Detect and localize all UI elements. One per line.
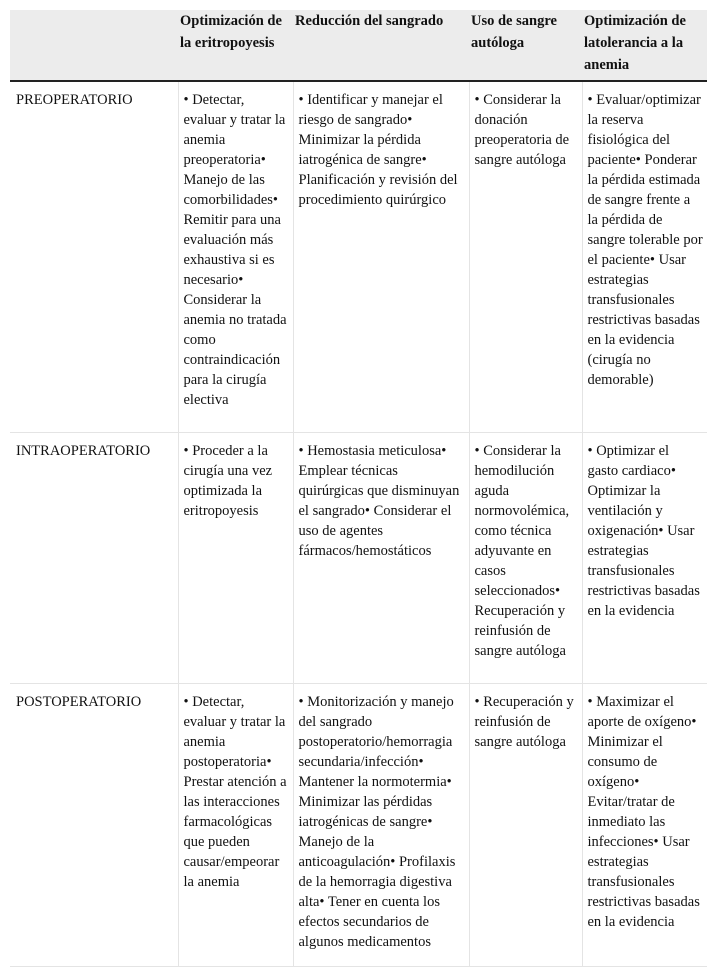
- table-cell: • Considerar la hemodilución aguda normovolémica, como técnica adyuvante en casos seleccionados• Recuperación y reinfusión de sangre autóloga: [469, 433, 582, 684]
- table-cell: • Identificar y manejar el riesgo de sangrado• Minimizar la pérdida iatrogénica de sangre• Planificación y revisión del procedimiento quirúrgico: [293, 81, 469, 433]
- header-tolerancia-anemia: Optimización de latolerancia a la anemia: [582, 10, 707, 81]
- phase-label: INTRAOPERATORIO: [10, 433, 178, 684]
- table-cell: • Monitorización y manejo del sangrado postoperatorio/hemorragia secundaria/infección• Mantener la normotermia• Minimizar las pérdidas iatrogénicas de sangre• Manejo de la anticoagulación• Profilaxis de la hemorragia digestiva alta• Tener en cuenta los efectos secundarios de algunos medicamentos: [293, 684, 469, 967]
- table-cell: • Proceder a la cirugía una vez optimizada la eritropoyesis: [178, 433, 293, 684]
- table-cell: • Maximizar el aporte de oxígeno• Minimizar el consumo de oxígeno• Evitar/tratar de inmediato las infecciones• Usar estrategias transfusionales restrictivas basadas en la evidencia: [582, 684, 707, 967]
- header-sangre-autologa: Uso de sangre autóloga: [469, 10, 582, 81]
- header-reduccion-sangrado: Reducción del sangrado: [293, 10, 469, 81]
- table-row-intraoperatorio: [10, 433, 707, 684]
- perioperative-strategy-table: [10, 10, 707, 967]
- table-cell: • Optimizar el gasto cardiaco• Optimizar la ventilación y oxigenación• Usar estrategias transfusionales restrictivas basadas en la evidencia: [582, 433, 707, 684]
- table-cell: • Detectar, evaluar y tratar la anemia postoperatoria• Prestar atención a las interacciones farmacológicas que pueden causar/empeorar la anemia: [178, 684, 293, 967]
- phase-label: POSTOPERATORIO: [10, 684, 178, 967]
- table-cell: • Evaluar/optimizar la reserva fisiológica del paciente• Ponderar la pérdida estimada de sangre frente a la pérdida de sangre tolerable por el paciente• Usar estrategias transfusionales restrictivas basadas en la evidencia (cirugía no demorable): [582, 81, 707, 433]
- phase-label: PREOPERATORIO: [10, 81, 178, 433]
- table-row-postoperatorio: [10, 684, 707, 967]
- table-cell: • Hemostasia meticulosa• Emplear técnicas quirúrgicas que disminuyan el sangrado• Considerar el uso de agentes fármacos/hemostáticos: [293, 433, 469, 684]
- header-empty-cell: [10, 10, 178, 81]
- header-eritropoyesis: Optimización de la eritropoyesis: [178, 10, 293, 81]
- table-cell: • Considerar la donación preoperatoria de sangre autóloga: [469, 81, 582, 433]
- table-cell: • Recuperación y reinfusión de sangre autóloga: [469, 684, 582, 967]
- table-cell: • Detectar, evaluar y tratar la anemia preoperatoria• Manejo de las comorbilidades• Remitir para una evaluación más exhaustiva si es necesario• Considerar la anemia no tratada como contraindicación para la cirugía electiva: [178, 81, 293, 433]
- header-row: [10, 10, 707, 81]
- table-row-preoperatorio: [10, 81, 707, 433]
